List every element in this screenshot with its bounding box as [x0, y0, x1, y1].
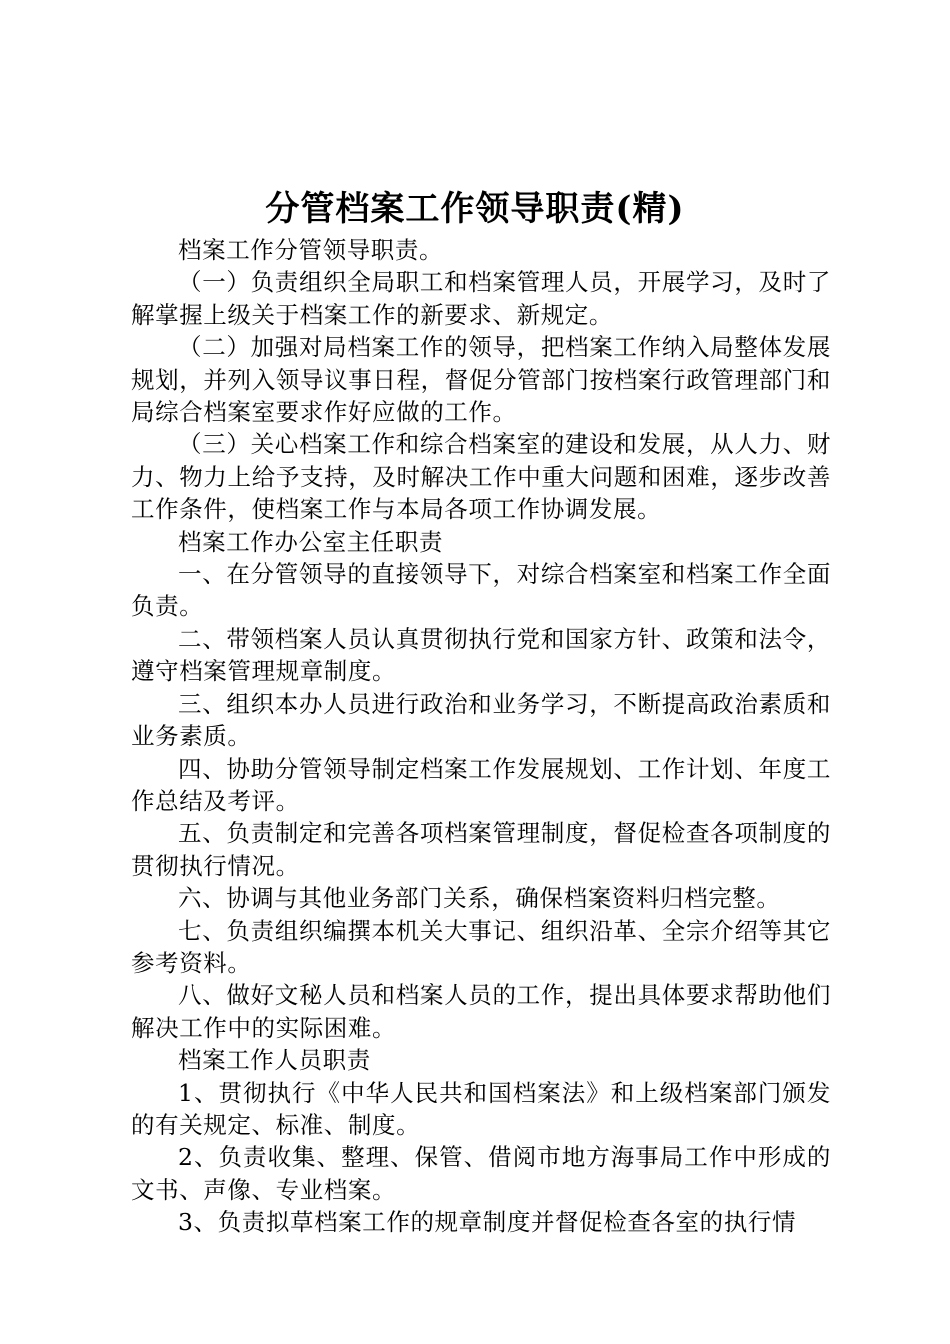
- paragraph: 六、协调与其他业务部门关系，确保档案资料归档完整。: [178, 884, 781, 913]
- document-body: [131, 234, 831, 1239]
- paragraph: 2、负责收集、整理、保管、借阅市地方海事局工作中形成的文书、声像、专业档案。: [131, 1143, 831, 1204]
- paragraph: 三、组织本办人员进行政治和业务学习，不断提高政治素质和业务素质。: [131, 689, 831, 751]
- paragraph: 八、做好文秘人员和档案人员的工作，提出具体要求帮助他们解决工作中的实际困难。: [131, 981, 831, 1042]
- paragraph: 七、负责组织编撰本机关大事记、组织沿革、全宗介绍等其它参考资料。: [131, 916, 831, 977]
- paragraph: 1、贯彻执行《中华人民共和国档案法》和上级档案部门颁发的有关规定、标准、制度。: [131, 1078, 831, 1139]
- paragraph: （一）负责组织全局职工和档案管理人员，开展学习，及时了解掌握上级关于档案工作的新要求、新规定。: [131, 268, 831, 329]
- paragraph: （三）关心档案工作和综合档案室的建设和发展，从人力、财力、物力上给予支持，及时解决工作中重大问题和困难，逐步改善工作条件，使档案工作与本局各项工作协调发展。: [131, 430, 831, 524]
- paragraph-section-heading: 档案工作人员职责: [178, 1046, 371, 1075]
- paragraph: 四、协助分管领导制定档案工作发展规划、工作计划、年度工作总结及考评。: [131, 754, 831, 815]
- paragraph: 二、带领档案人员认真贯彻执行党和国家方针、政策和法令，遵守档案管理规章制度。: [131, 624, 831, 686]
- paragraph-section-heading: 档案工作办公室主任职责: [178, 527, 444, 556]
- paragraph: （二）加强对局档案工作的领导，把档案工作纳入局整体发展规划，并列入领导议事日程，督促分管部门按档案行政管理部门和局综合档案室要求作好应做的工作。: [131, 333, 831, 427]
- paragraph-section-heading: 档案工作分管领导职责。: [178, 236, 444, 264]
- paragraph: 3、负责拟草档案工作的规章制度并督促检查各室的执行情: [178, 1208, 797, 1237]
- paragraph: 五、负责制定和完善各项档案管理制度，督促检查各项制度的贯彻执行情况。: [131, 819, 831, 880]
- document-title: 分管档案工作领导职责(精): [265, 189, 685, 229]
- paragraph: 一、在分管领导的直接领导下，对综合档案室和档案工作全面负责。: [131, 560, 831, 621]
